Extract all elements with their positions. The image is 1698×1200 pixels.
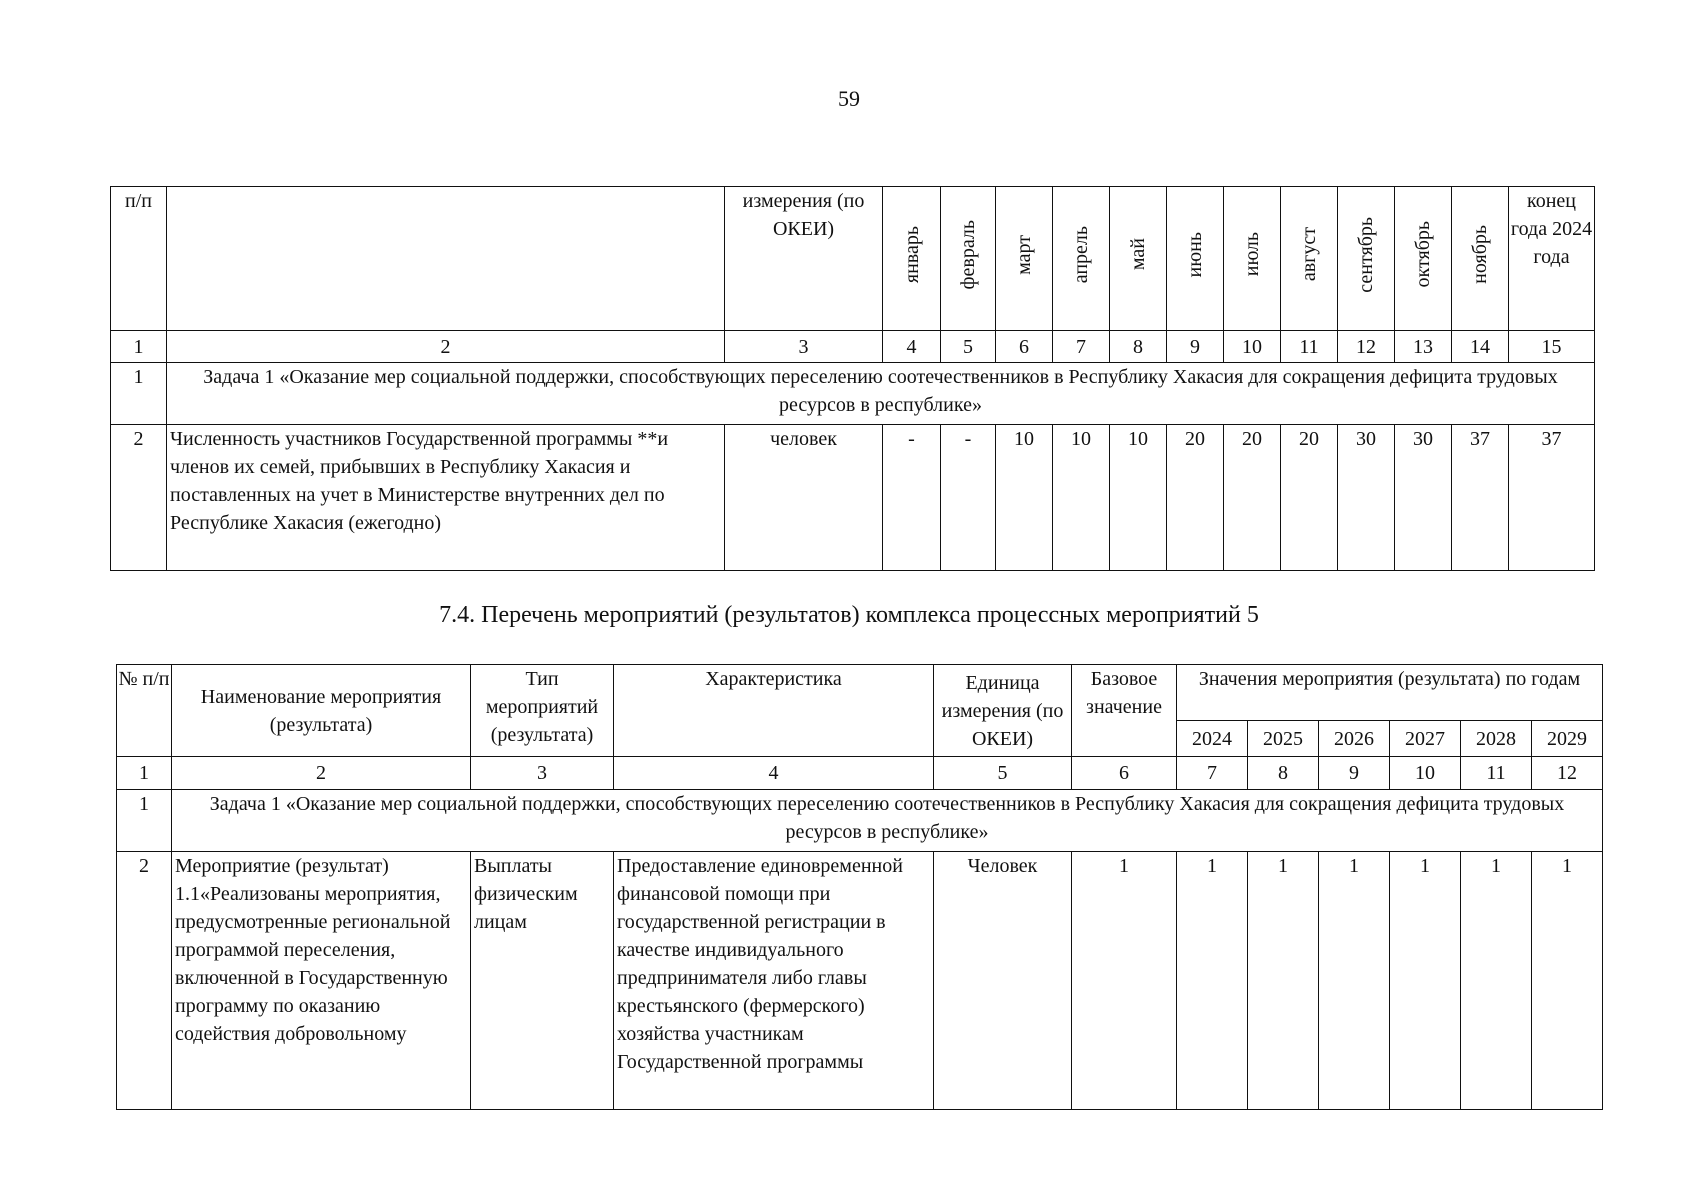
month-value: 20 bbox=[1224, 425, 1281, 571]
month-value: - bbox=[941, 425, 996, 571]
index-cell: 7 bbox=[1177, 757, 1248, 790]
month-value: - bbox=[883, 425, 941, 571]
index-cell: 11 bbox=[1461, 757, 1532, 790]
month-value: 10 bbox=[1110, 425, 1167, 571]
index-cell: 2 bbox=[172, 757, 471, 790]
index-cell: 15 bbox=[1509, 331, 1595, 363]
header-month-8: август bbox=[1281, 187, 1338, 331]
header-base-value: Базовое значение bbox=[1072, 665, 1177, 757]
table1-header-row bbox=[111, 187, 1595, 331]
index-cell: 2 bbox=[167, 331, 725, 363]
header-characteristic: Характеристика bbox=[614, 665, 934, 757]
header-measure-type: Тип мероприятий (результата) bbox=[471, 665, 614, 757]
index-cell: 10 bbox=[1224, 331, 1281, 363]
table2-index-row bbox=[117, 757, 1603, 790]
table1-data-row bbox=[111, 425, 1595, 571]
table2-data-row bbox=[117, 852, 1603, 1110]
index-cell: 5 bbox=[934, 757, 1072, 790]
header-year: 2026 bbox=[1319, 721, 1390, 757]
month-value: 30 bbox=[1395, 425, 1452, 571]
task-num: 1 bbox=[117, 790, 172, 852]
header-name bbox=[167, 187, 725, 331]
year-value: 1 bbox=[1390, 852, 1461, 1110]
task-text: Задача 1 «Оказание мер социальной поддержки, способствующих переселению соотечественников в Республику Хакасия для сокращения дефицита трудовых ресурсов в республике» bbox=[167, 363, 1595, 425]
header-month-1: январь bbox=[883, 187, 941, 331]
header-month-7: июль bbox=[1224, 187, 1281, 331]
index-cell: 6 bbox=[1072, 757, 1177, 790]
header-month-3: март bbox=[996, 187, 1053, 331]
index-cell: 9 bbox=[1167, 331, 1224, 363]
index-cell: 9 bbox=[1319, 757, 1390, 790]
header-month-6: июнь bbox=[1167, 187, 1224, 331]
month-value: 30 bbox=[1338, 425, 1395, 571]
measure-characteristic: Предоставление единовременной финансовой помощи при государственной регистрации в качестве индивидуального предпринимателя либо главы крестьянского (фермерского) хозяйства участникам Государственной программы bbox=[614, 852, 934, 1110]
header-year: 2027 bbox=[1390, 721, 1461, 757]
index-cell: 12 bbox=[1338, 331, 1395, 363]
measure-type: Выплаты физическим лицам bbox=[471, 852, 614, 1110]
header-num: п/п bbox=[111, 187, 167, 331]
header-month-2: февраль bbox=[941, 187, 996, 331]
end-of-year-value: 37 bbox=[1509, 425, 1595, 571]
indicators-table bbox=[110, 186, 1595, 571]
index-cell: 3 bbox=[471, 757, 614, 790]
section-heading: 7.4. Перечень мероприятий (результатов) комплекса процессных мероприятий 5 bbox=[439, 602, 1259, 628]
measure-name: Мероприятие (результат) 1.1«Реализованы мероприятия, предусмотренные региональной программой переселения, включенной в Государственную программу по оказанию содействия добровольному bbox=[172, 852, 471, 1110]
table1-index-row bbox=[111, 331, 1595, 363]
index-cell: 4 bbox=[614, 757, 934, 790]
index-cell: 3 bbox=[725, 331, 883, 363]
measures-table bbox=[116, 664, 1603, 1110]
base-value: 1 bbox=[1072, 852, 1177, 1110]
month-value: 10 bbox=[996, 425, 1053, 571]
table1-task-row bbox=[111, 363, 1595, 425]
header-month-10: октябрь bbox=[1395, 187, 1452, 331]
month-value: 10 bbox=[1053, 425, 1110, 571]
header-year: 2024 bbox=[1177, 721, 1248, 757]
header-year: 2028 bbox=[1461, 721, 1532, 757]
index-cell: 6 bbox=[996, 331, 1053, 363]
header-year: 2029 bbox=[1532, 721, 1603, 757]
header-month-4: апрель bbox=[1053, 187, 1110, 331]
index-cell: 8 bbox=[1110, 331, 1167, 363]
year-value: 1 bbox=[1532, 852, 1603, 1110]
index-cell: 4 bbox=[883, 331, 941, 363]
header-end-of-year: конец года 2024 года bbox=[1509, 187, 1595, 331]
indicator-name: Численность участников Государственной программы **и членов их семей, прибывших в Республику Хакасия и поставленных на учет в Министерстве внутренних дел по Республике Хакасия (ежегодно) bbox=[167, 425, 725, 571]
measure-unit: Человек bbox=[934, 852, 1072, 1110]
header-month-5: май bbox=[1110, 187, 1167, 331]
header-unit: Единица измерения (по ОКЕИ) bbox=[934, 665, 1072, 757]
year-value: 1 bbox=[1319, 852, 1390, 1110]
header-year: 2025 bbox=[1248, 721, 1319, 757]
indicator-unit: человек bbox=[725, 425, 883, 571]
index-cell: 10 bbox=[1390, 757, 1461, 790]
index-cell: 1 bbox=[117, 757, 172, 790]
table2-header-row-1 bbox=[117, 665, 1603, 721]
month-value: 20 bbox=[1281, 425, 1338, 571]
row-num: 2 bbox=[117, 852, 172, 1110]
header-measure-name: Наименование мероприятия (результата) bbox=[172, 665, 471, 757]
table2-task-row bbox=[117, 790, 1603, 852]
index-cell: 7 bbox=[1053, 331, 1110, 363]
header-month-11: ноябрь bbox=[1452, 187, 1509, 331]
header-values-by-year: Значения мероприятия (результата) по годам bbox=[1177, 665, 1603, 721]
header-unit: измерения (по ОКЕИ) bbox=[725, 187, 883, 331]
month-value: 37 bbox=[1452, 425, 1509, 571]
year-value: 1 bbox=[1248, 852, 1319, 1110]
year-value: 1 bbox=[1177, 852, 1248, 1110]
index-cell: 1 bbox=[111, 331, 167, 363]
index-cell: 8 bbox=[1248, 757, 1319, 790]
index-cell: 5 bbox=[941, 331, 996, 363]
month-value: 20 bbox=[1167, 425, 1224, 571]
index-cell: 14 bbox=[1452, 331, 1509, 363]
task-num: 1 bbox=[111, 363, 167, 425]
index-cell: 11 bbox=[1281, 331, 1338, 363]
row-num: 2 bbox=[111, 425, 167, 571]
task-text: Задача 1 «Оказание мер социальной поддержки, способствующих переселению соотечественников в Республику Хакасия для сокращения дефицита трудовых ресурсов в республике» bbox=[172, 790, 1603, 852]
index-cell: 13 bbox=[1395, 331, 1452, 363]
header-month-9: сентябрь bbox=[1338, 187, 1395, 331]
index-cell: 12 bbox=[1532, 757, 1603, 790]
page-number: 59 bbox=[838, 86, 860, 111]
year-value: 1 bbox=[1461, 852, 1532, 1110]
header-num: № п/п bbox=[117, 665, 172, 757]
